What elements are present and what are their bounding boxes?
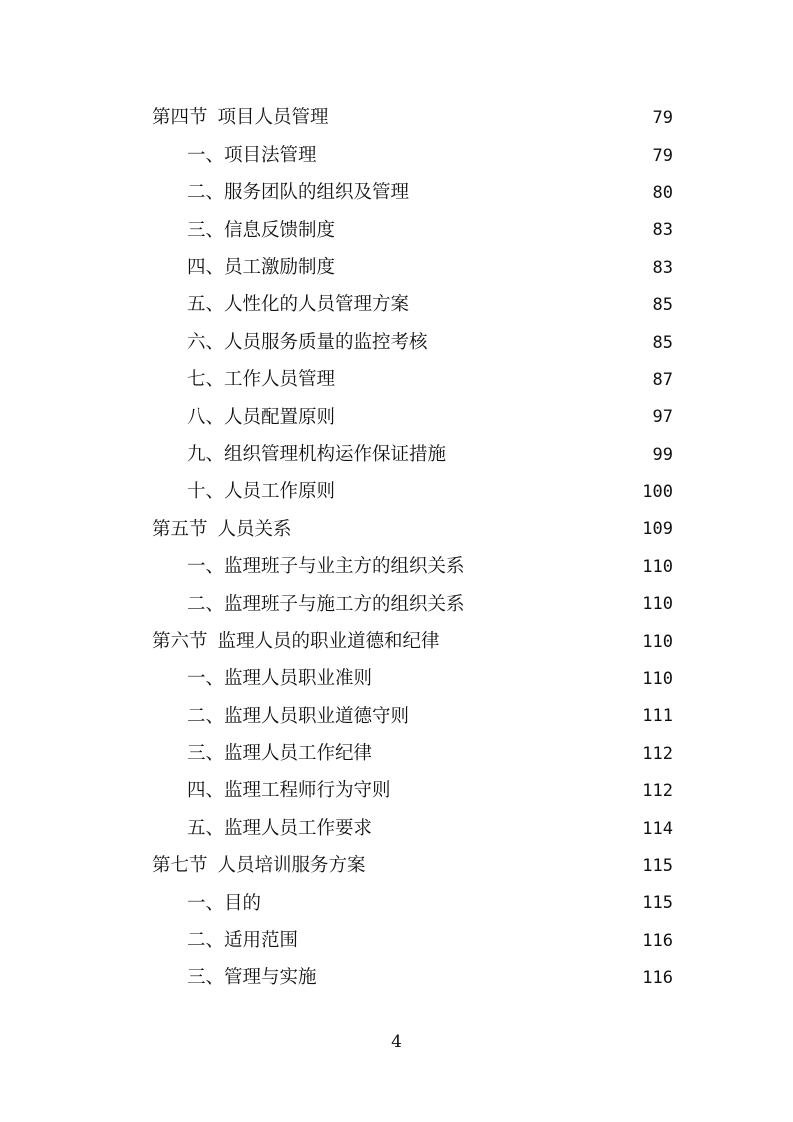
- toc-subsection-entry[interactable]: [0, 362, 793, 399]
- toc-subsection-entry[interactable]: [0, 810, 793, 847]
- toc-entry-label: 一、: [187, 556, 225, 578]
- toc-section-entry[interactable]: [0, 623, 793, 660]
- toc-section-entry[interactable]: [0, 848, 793, 885]
- toc-page-number: 80: [652, 182, 673, 203]
- toc-entry-label: 三、: [187, 219, 225, 241]
- dot-leader: [339, 484, 633, 502]
- toc-entry-label: 五、: [187, 817, 225, 839]
- toc-page-number: 114: [642, 818, 673, 839]
- toc-entry-text: 管理与实施: [224, 967, 317, 989]
- toc-entry-title: [187, 144, 319, 166]
- toc-page-number: 116: [642, 968, 673, 989]
- dot-leader: [395, 783, 633, 801]
- dot-leader: [321, 147, 633, 165]
- toc-entry-text: 监理人员工作纪律: [224, 743, 373, 765]
- toc-entry-label: 二、: [187, 182, 225, 204]
- toc-entry-text: 监理人员职业道德守则: [224, 705, 410, 727]
- toc-entry-title: [187, 443, 448, 465]
- toc-subsection-entry[interactable]: [0, 287, 793, 324]
- toc-entry-title: [187, 593, 467, 615]
- dot-leader: [413, 708, 633, 726]
- toc-entry-label: 九、: [187, 443, 225, 465]
- toc-page-number: 99: [652, 444, 673, 465]
- toc-entry-text: 项目人员管理: [217, 107, 329, 129]
- toc-page-number: 83: [652, 220, 673, 241]
- toc-entry-label: 二、: [187, 705, 225, 727]
- toc-section-entry[interactable]: [0, 511, 793, 548]
- toc-subsection-entry[interactable]: [0, 586, 793, 623]
- toc-subsection-entry[interactable]: [0, 773, 793, 810]
- toc-entry-text: 监理人员工作要求: [224, 817, 373, 839]
- toc-subsection-entry[interactable]: [0, 324, 793, 361]
- toc-entry-title: [152, 857, 368, 876]
- toc-entry-title: [152, 630, 442, 652]
- toc-entry-title: [152, 109, 331, 128]
- toc-entry-text: 监理班子与业主方的组织关系: [224, 556, 465, 578]
- toc-subsection-entry[interactable]: [0, 212, 793, 249]
- toc-subsection-entry[interactable]: [0, 885, 793, 922]
- toc-entry-text: 人性化的人员管理方案: [224, 294, 410, 316]
- toc-entry-title: [187, 705, 411, 727]
- toc-page-number: 85: [652, 332, 673, 353]
- toc-entry-text: 监理人员的职业道德和纪律: [217, 630, 440, 652]
- dot-leader: [450, 446, 633, 464]
- toc-entry-title: [187, 483, 337, 502]
- toc-subsection-entry[interactable]: [0, 137, 793, 174]
- toc-page-number: 79: [652, 108, 673, 129]
- toc-entry-text: 工作人员管理: [224, 369, 336, 391]
- toc-entry-label: 五、: [187, 294, 225, 316]
- toc-entry-title: [187, 969, 319, 988]
- toc-entry-label: 第四节: [152, 107, 208, 129]
- toc-subsection-entry[interactable]: [0, 474, 793, 511]
- toc-entry-text: 监理人员职业准则: [224, 668, 373, 690]
- toc-page-number: 110: [642, 556, 673, 577]
- dot-leader: [376, 671, 633, 689]
- toc-entry-label: 二、: [187, 593, 225, 615]
- toc-entry-label: 四、: [187, 780, 225, 802]
- toc-page-number: 116: [642, 930, 673, 951]
- toc-entry-text: 项目法管理: [224, 144, 317, 166]
- dot-leader: [376, 820, 633, 838]
- toc-entry-text: 信息反馈制度: [224, 219, 336, 241]
- dot-leader: [370, 858, 633, 876]
- toc-entry-label: 第五节: [152, 518, 208, 540]
- toc-page-number: 115: [642, 893, 673, 914]
- toc-entry-label: 八、: [187, 406, 225, 428]
- toc-entry-text: 监理工程师行为守则: [224, 780, 391, 802]
- dot-leader: [296, 521, 633, 539]
- dot-leader: [432, 334, 633, 352]
- toc-page-number: 110: [642, 669, 673, 690]
- toc-page-number: 111: [642, 706, 673, 727]
- toc-entry-text: 组织管理机构运作保证措施: [224, 443, 447, 465]
- toc-subsection-entry[interactable]: [0, 661, 793, 698]
- toc-entry-label: 三、: [187, 967, 225, 989]
- toc-subsection-entry[interactable]: [0, 250, 793, 287]
- toc-entry-text: 服务团队的组织及管理: [224, 182, 410, 204]
- toc-subsection-entry[interactable]: [0, 549, 793, 586]
- toc-entry-title: [187, 259, 337, 278]
- toc-page-number: 85: [652, 295, 673, 316]
- toc-entry-text: 监理班子与施工方的组织关系: [224, 593, 465, 615]
- dot-leader: [413, 297, 633, 315]
- toc-entry-title: [187, 331, 430, 353]
- dot-leader: [469, 558, 633, 576]
- toc-entry-title: [187, 296, 411, 315]
- dot-leader: [333, 110, 633, 128]
- toc-subsection-entry[interactable]: [0, 960, 793, 997]
- toc-page-number: 109: [642, 519, 673, 540]
- dot-leader: [321, 970, 633, 988]
- toc-entry-label: 十、: [187, 481, 225, 503]
- toc-page-number: 115: [642, 856, 673, 876]
- toc-entry-title: [187, 892, 263, 914]
- page-number: 4: [391, 1032, 402, 1052]
- toc-page-number: 79: [652, 145, 673, 166]
- toc-entry-title: [187, 670, 374, 689]
- toc-entry-label: 二、: [187, 930, 225, 952]
- toc-page-number: 97: [652, 407, 673, 428]
- toc-entry-label: 一、: [187, 668, 225, 690]
- toc-entry-label: 第七节: [152, 855, 208, 877]
- toc-entry-title: [187, 817, 374, 839]
- toc-entry-text: 员工激励制度: [224, 257, 336, 278]
- toc-entry-label: 六、: [187, 331, 225, 353]
- toc-entry-text: 适用范围: [224, 930, 299, 952]
- toc-page-number: 100: [642, 482, 673, 503]
- toc-entry-title: [187, 184, 411, 203]
- toc-entry-label: 一、: [187, 892, 225, 914]
- dot-leader: [469, 596, 633, 614]
- toc-entry-text: 人员培训服务方案: [217, 855, 366, 877]
- toc-subsection-entry[interactable]: [0, 736, 793, 773]
- dot-leader: [339, 259, 633, 277]
- toc-entry-text: 人员配置原则: [224, 406, 336, 428]
- toc-entry-label: 四、: [187, 257, 225, 278]
- dot-leader: [339, 222, 633, 240]
- toc-subsection-entry[interactable]: [0, 698, 793, 735]
- toc-page-number: 87: [652, 369, 673, 390]
- dot-leader: [339, 409, 633, 427]
- toc-entry-label: 第六节: [152, 630, 208, 652]
- toc-entry-label: 七、: [187, 369, 225, 391]
- dot-leader: [444, 633, 633, 651]
- dot-leader: [339, 371, 633, 389]
- toc-subsection-entry[interactable]: [0, 923, 793, 960]
- toc-subsection-entry[interactable]: [0, 437, 793, 474]
- toc-subsection-entry[interactable]: [0, 175, 793, 212]
- table-of-contents: [0, 100, 793, 997]
- toc-entry-title: [187, 406, 337, 428]
- dot-leader: [413, 184, 633, 202]
- toc-entry-text: 人员关系: [217, 518, 292, 540]
- toc-entry-title: [187, 371, 337, 390]
- toc-page-number: 112: [642, 743, 673, 764]
- toc-entry-title: [187, 558, 467, 577]
- toc-entry-label: 三、: [187, 743, 225, 765]
- toc-section-entry[interactable]: [0, 100, 793, 137]
- toc-entry-title: [152, 518, 294, 540]
- toc-entry-text: 目的: [224, 892, 262, 914]
- dot-leader: [302, 932, 633, 950]
- toc-entry-label: 一、: [187, 144, 225, 166]
- toc-entry-title: [187, 745, 374, 764]
- toc-entry-text: 人员工作原则: [224, 481, 336, 503]
- toc-entry-title: [187, 932, 300, 951]
- toc-entry-title: [187, 219, 337, 241]
- toc-subsection-entry[interactable]: [0, 399, 793, 436]
- dot-leader: [376, 745, 633, 763]
- toc-page-number: 112: [642, 781, 673, 802]
- toc-entry-text: 人员服务质量的监控考核: [224, 331, 428, 353]
- toc-page-number: 110: [642, 594, 673, 615]
- dot-leader: [265, 895, 633, 913]
- toc-entry-title: [187, 782, 393, 801]
- toc-page-number: 83: [652, 257, 673, 278]
- toc-page-number: 110: [642, 631, 673, 652]
